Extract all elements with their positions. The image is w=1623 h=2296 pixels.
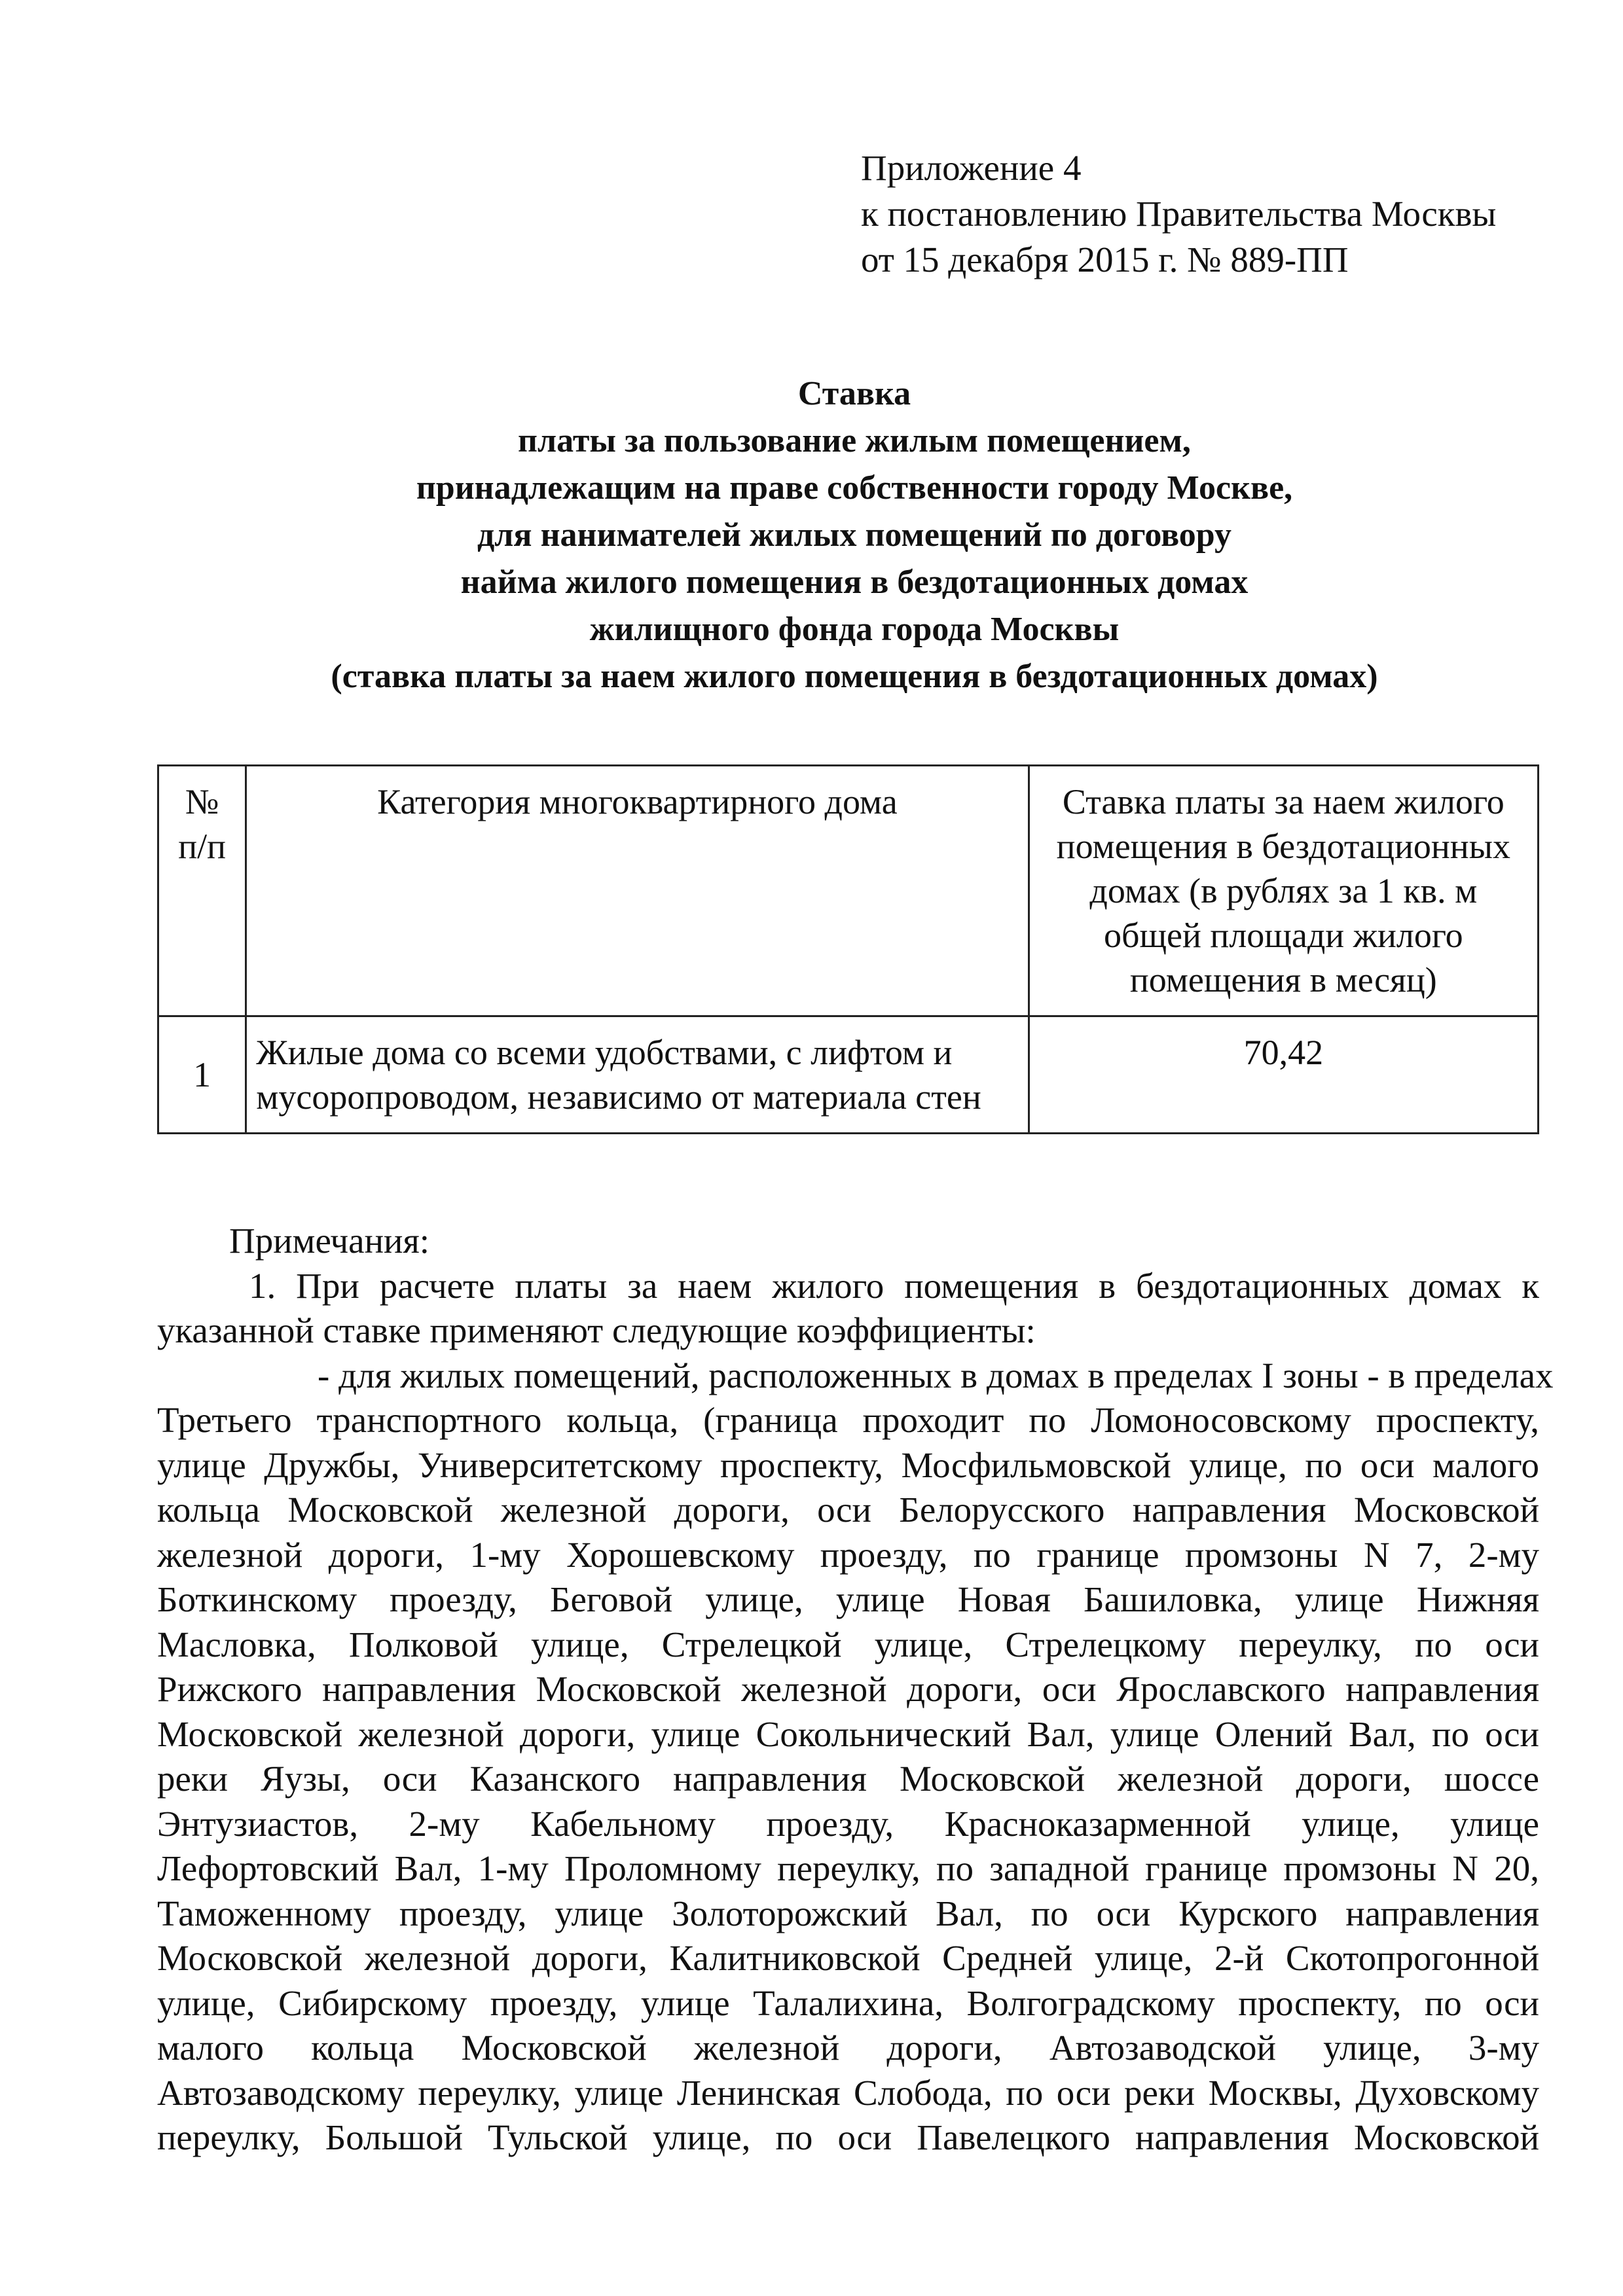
notes-line: Московской железной дороги, улице Сокольнический Вал, улице Олений Вал, по оси <box>157 1713 1539 1754</box>
notes-heading: Примечания: <box>229 1221 430 1261</box>
notes-line: железной дороги, 1-му Хорошевскому проезду, по границе промзоны N 7, 2-му <box>157 1534 1539 1575</box>
notes-line: Автозаводскому переулку, улице Ленинская Слобода, по оси реки Москвы, Духовскому <box>157 2072 1539 2113</box>
appendix-number: Приложение 4 <box>861 148 1082 188</box>
appendix-date: от 15 декабря 2015 г. № 889-ПП <box>861 240 1349 279</box>
appendix-block <box>861 145 1496 283</box>
title-line: (ставка платы за наем жилого помещения в бездотационных домах) <box>331 658 1378 695</box>
notes-line: Таможенному проезду, улице Золоторожский Вал, по оси Курского направления <box>157 1893 1539 1933</box>
notes-line: кольца Московской железной дороги, оси Белорусского направления Московской <box>157 1490 1539 1530</box>
title-line: принадлежащим на праве собственности городу Москве, <box>416 469 1293 507</box>
row-num: 1 <box>158 1016 246 1134</box>
notes-line: указанной ставке применяют следующие коэффициенты: <box>157 1310 1036 1350</box>
notes-line: Масловка, Полковой улице, Стрелецкой улице, Стрелецкому переулку, по оси <box>157 1624 1539 1664</box>
title-line: для нанимателей жилых помещений по договору <box>477 516 1232 554</box>
table-row <box>158 1016 1539 1134</box>
notes-line: переулку, Большой Тульской улице, по оси Павелецкого направления Московской <box>157 2117 1539 2157</box>
notes-line: улице, Сибирскому проезду, улице Талалихина, Волгоградскому проспекту, по оси <box>157 1982 1539 2023</box>
notes-line: Лефортовский Вал, 1-му Проломному переулку, по западной границе промзоны N 20, <box>157 1848 1539 1888</box>
notes-line: реки Яузы, оси Казанского направления Московской железной дороги, шоссе <box>157 1759 1539 1799</box>
header-rate: Ставка платы за наем жилого помещения в бездотационных домах (в рублях за 1 кв. м общей площади жилого помещения в месяц) <box>1029 766 1538 1016</box>
title-line: платы за пользование жилым помещением, <box>518 422 1191 459</box>
row-category: Жилые дома со всеми удобствами, с лифтом и мусоропроводом, независимо от материала стен <box>246 1016 1029 1134</box>
appendix-reference: к постановлению Правительства Москвы <box>861 194 1497 234</box>
notes-line: Боткинскому проезду, Беговой улице, улице Новая Башиловка, улице Нижняя <box>157 1579 1539 1619</box>
row-rate: 70,42 <box>1029 1016 1538 1134</box>
header-num: № п/п <box>158 766 246 1016</box>
notes-line: Московской железной дороги, Калитниковской Средней улице, 2-й Скотопрогонной <box>157 1938 1539 1978</box>
rate-table <box>157 764 1539 1134</box>
notes-line: малого кольца Московской железной дороги, Автозаводской улице, 3-му <box>157 2028 1539 2068</box>
notes-line: Третьего транспортного кольца, (граница проходит по Ломоносовскому проспекту, <box>157 1400 1539 1440</box>
header-category: Категория многоквартирного дома <box>246 766 1029 1016</box>
notes-line: - для жилых помещений, расположенных в домах в пределах I зоны - в пределах <box>318 1355 1554 1395</box>
notes-section <box>157 1219 1554 2161</box>
table-header-row <box>158 766 1539 1016</box>
notes-line: улице Дружбы, Университетскому проспекту, Мосфильмовской улице, по оси малого <box>157 1444 1539 1485</box>
notes-line: Рижского направления Московской железной дороги, оси Ярославского направления <box>157 1669 1539 1709</box>
title-line: жилищного фонда города Москвы <box>589 611 1120 648</box>
notes-line: Энтузиастов, 2-му Кабельному проезду, Красноказарменной улице, улице <box>157 1803 1539 1844</box>
notes-line: 1. При расчете платы за наем жилого помещения в бездотационных домах к <box>249 1265 1539 1306</box>
title-line: Ставка <box>797 375 911 412</box>
title-line: найма жилого помещения в бездотационных домах <box>460 564 1249 601</box>
document-title <box>157 370 1552 700</box>
